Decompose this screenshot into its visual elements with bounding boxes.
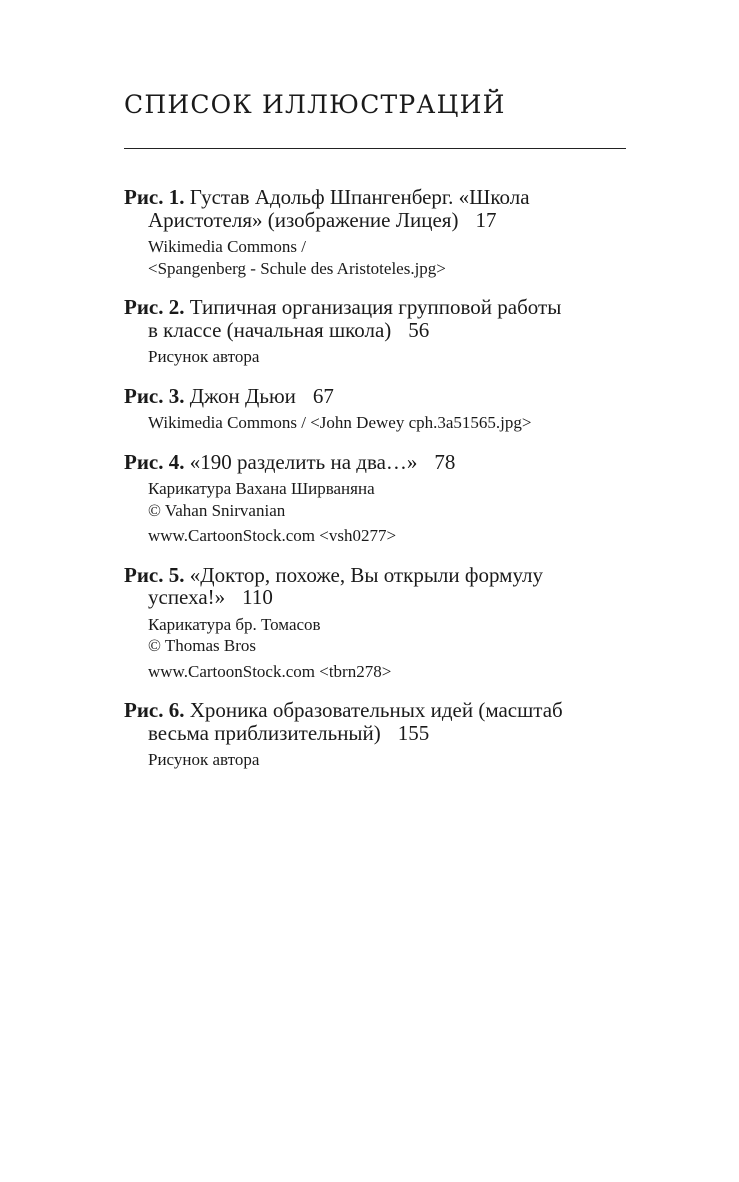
figure-caption-line: весьма приблизительный) (148, 720, 381, 745)
figure-source (124, 346, 624, 368)
figure-source-line: Wikimedia Commons / (148, 237, 306, 256)
figure-source (124, 661, 624, 683)
figure-source (124, 749, 624, 771)
figure-entry-3 (124, 385, 624, 434)
figure-page-number: 155 (397, 720, 430, 745)
figure-caption-line: «Доктор, похоже, Вы открыли формулу (189, 562, 544, 587)
illustrations-list (124, 186, 624, 788)
figure-source-line: Карикатура Вахана Ширваняна (148, 479, 375, 498)
figure-page-number: 56 (408, 317, 430, 342)
figure-caption-line: Типичная организация групповой работы (189, 295, 562, 319)
figure-caption (124, 564, 624, 609)
figure-entry-1 (124, 186, 624, 279)
figure-caption (124, 699, 624, 744)
figure-caption (124, 186, 624, 231)
figure-entry-5 (124, 564, 624, 683)
figure-label: Рис. 1. (124, 185, 185, 209)
figure-page-number: 17 (475, 207, 497, 232)
figure-source-line: www.CartoonStock.com <tbrn278> (148, 661, 392, 681)
figure-caption-line: Густав Адольф Шпангенберг. «Школа (189, 185, 530, 209)
figure-source-line: Рисунок автора (148, 347, 260, 366)
figure-label: Рис. 4. (124, 449, 185, 474)
figure-entry-2 (124, 296, 624, 368)
title-divider (124, 148, 626, 149)
figure-page-number: 67 (312, 383, 334, 408)
figure-source-line: Wikimedia Commons / <John Dewey cph.3a51565.jpg> (148, 413, 532, 432)
figure-caption-line: успеха!» (148, 585, 226, 609)
figure-label: Рис. 5. (124, 562, 185, 587)
figure-caption-line: Хроника образовательных идей (масштаб (189, 698, 563, 722)
figure-source-line: <Spangenberg - Schule des Aristoteles.jpg> (148, 258, 446, 278)
figure-label: Рис. 6. (124, 698, 185, 722)
figure-source-line: © Vahan Snirvanian (148, 500, 286, 520)
figure-caption (124, 451, 624, 474)
figure-caption-line: Джон Дьюи (189, 383, 296, 408)
figure-source-line: www.CartoonStock.com <vsh0277> (148, 526, 397, 545)
figure-source (124, 478, 624, 521)
figure-source-line: © Thomas Bros (148, 636, 256, 655)
figure-label: Рис. 2. (124, 295, 185, 319)
page-title: СПИСОК ИЛЛЮСТРАЦИЙ (124, 90, 506, 119)
figure-source (124, 236, 624, 279)
figure-source-line: Рисунок автора (148, 750, 260, 769)
figure-source (124, 525, 624, 547)
figure-source (124, 412, 624, 434)
figure-source-line: Карикатура бр. Томасов (148, 614, 321, 634)
figure-caption-line: Аристотеля» (изображение Лицея) (148, 207, 459, 232)
figure-caption (124, 385, 624, 408)
figure-caption (124, 296, 624, 341)
figure-caption-line: в классе (начальная школа) (148, 317, 392, 342)
figure-label: Рис. 3. (124, 383, 185, 408)
figure-page-number: 110 (242, 585, 273, 609)
figure-entry-6 (124, 699, 624, 771)
figure-caption-line: «190 разделить на два…» (189, 449, 418, 474)
figure-entry-4 (124, 451, 624, 547)
figure-page-number: 78 (434, 449, 456, 474)
figure-source (124, 614, 624, 657)
